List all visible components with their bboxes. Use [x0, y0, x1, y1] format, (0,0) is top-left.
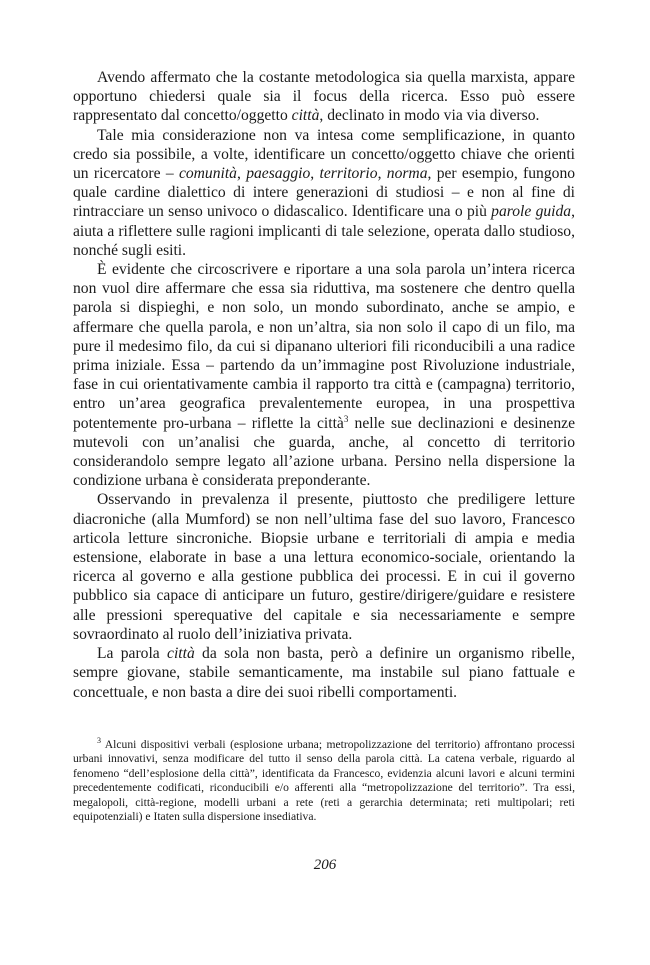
text-run: Osservando in prevalenza il presente, piuttosto che prediligere letture diacroniche (alla Mumford) se non nell’ultima fase del suo lavoro, Francesco articola letture sincroniche. Biopsie urbane e territoriali di ampia e media estensione, elaborate in base a una lettura economico-sociale, orientando la ricerca al governo e alla gestione pubblica dei processi. E in cui il governo pubblico sia capace di anticipare un futuro, gestire/dirigere/guidare e resistere alle pressioni sperequative del capitale e sia necessariamente e sempre sovraordinato al ruolo dell’iniziativa privata.	[73, 491, 575, 643]
italic-term: città	[291, 107, 320, 125]
text-run: Tale mia considerazione non va intesa come semplificazione, in quanto credo sia possibile, a volte, identificare un concetto/oggetto chiave che orienti un ricercatore –	[73, 126, 575, 183]
text-run: da sola non basta, però a definire un organismo ribelle, sempre giovane, stabile semanticamente, ma instabile sul piano fattuale e concettuale, e non basta a dire dei suoi ribelli comportamenti.	[73, 645, 575, 701]
text-run: , aiuta a riflettere sulle ragioni implicanti di tale selezione, operata dallo studioso, nonché sugli esiti.	[73, 203, 575, 259]
italic-term: norma	[386, 165, 428, 183]
body-text	[73, 68, 575, 702]
italic-term: paesaggio	[246, 165, 311, 183]
paragraph-3	[73, 260, 575, 490]
text-run: La parola	[97, 645, 168, 663]
text-run: nelle sue declinazioni e desinenze mutevoli con un’analisi che guarda, anche, al concetto di territorio considerandolo sempre legato all’azione urbana. Persino nella dispersione la condizione urbana è considerata preponderante.	[73, 414, 575, 490]
text-run: ,	[377, 165, 387, 183]
text-run: , declinato in modo via via diverso.	[319, 107, 540, 125]
paragraph-2	[73, 126, 575, 260]
footnote-text: Alcuni dispositivi verbali (esplosione urbana; metropolizzazione del territorio) affrontano processi urbani innovativi, senza modificare del tutto il senso della parola città. La catena verbale, riguardo al fenomeno “dell’esplosione della città”, identificata da Francesco, evidenzia alcuni lavori e alcuni termini precedentemente codificati, riconducibili e/o afferenti alla “metropolizzazione del territorio”. Tra essi, megalopoli, città-regione, modelli urbani a rete (reti a gerarchia determinata; reti multipolari; reti equipotenziali) e Itaten sulla dispersione insediativa.	[73, 738, 575, 824]
italic-term: territorio	[319, 165, 378, 183]
italic-term: città	[167, 645, 195, 663]
text-run: ,	[236, 165, 247, 183]
paragraph-4	[73, 490, 575, 644]
italic-term: parole guida	[491, 203, 572, 221]
paragraph-1	[73, 68, 575, 126]
italic-term: comunità	[178, 165, 237, 183]
footnote	[73, 738, 575, 824]
paragraph-5	[73, 644, 575, 702]
text-run: , per esempio, fungono quale cardine dialettico di intere generazioni di studiosi – e non al fine di rintracciare un senso univoco o didascalico. Identificare una o più	[73, 165, 576, 221]
footnote-marker: 3	[97, 736, 101, 745]
page-number: 206	[313, 857, 337, 873]
text-run: ,	[310, 165, 320, 183]
text-run: È evidente che circoscrivere e riportare a una sola parola un’intera ricerca non vuol dire affermare che essa sia riduttiva, ma sostenere che dentro quella parola si dispieghi, e non solo, un mondo subordinato, anche se ampio, e affermare che quella parola, e non un’altra, sia non solo il capo di un filo, ma pure il medesimo filo, da cui si dipanano ulteriori fili riconducibili a una radice prima iniziale. Essa – partendo da un’immagine post Rivoluzione industriale, fase in cui orientativamente cambia il rapporto tra città e (campagna) territorio, entro un’area geografica prevalentemente europea, in una prospettiva potentemente pro-urbana – riflette la città	[73, 261, 575, 432]
footnote-ref: 3	[343, 413, 349, 424]
text-run: Avendo affermato che la costante metodologica sia quella marxista, appare opportuno chiedersi quale sia il focus della ricerca. Esso può essere rappresentato dal concetto/oggetto	[73, 69, 575, 125]
